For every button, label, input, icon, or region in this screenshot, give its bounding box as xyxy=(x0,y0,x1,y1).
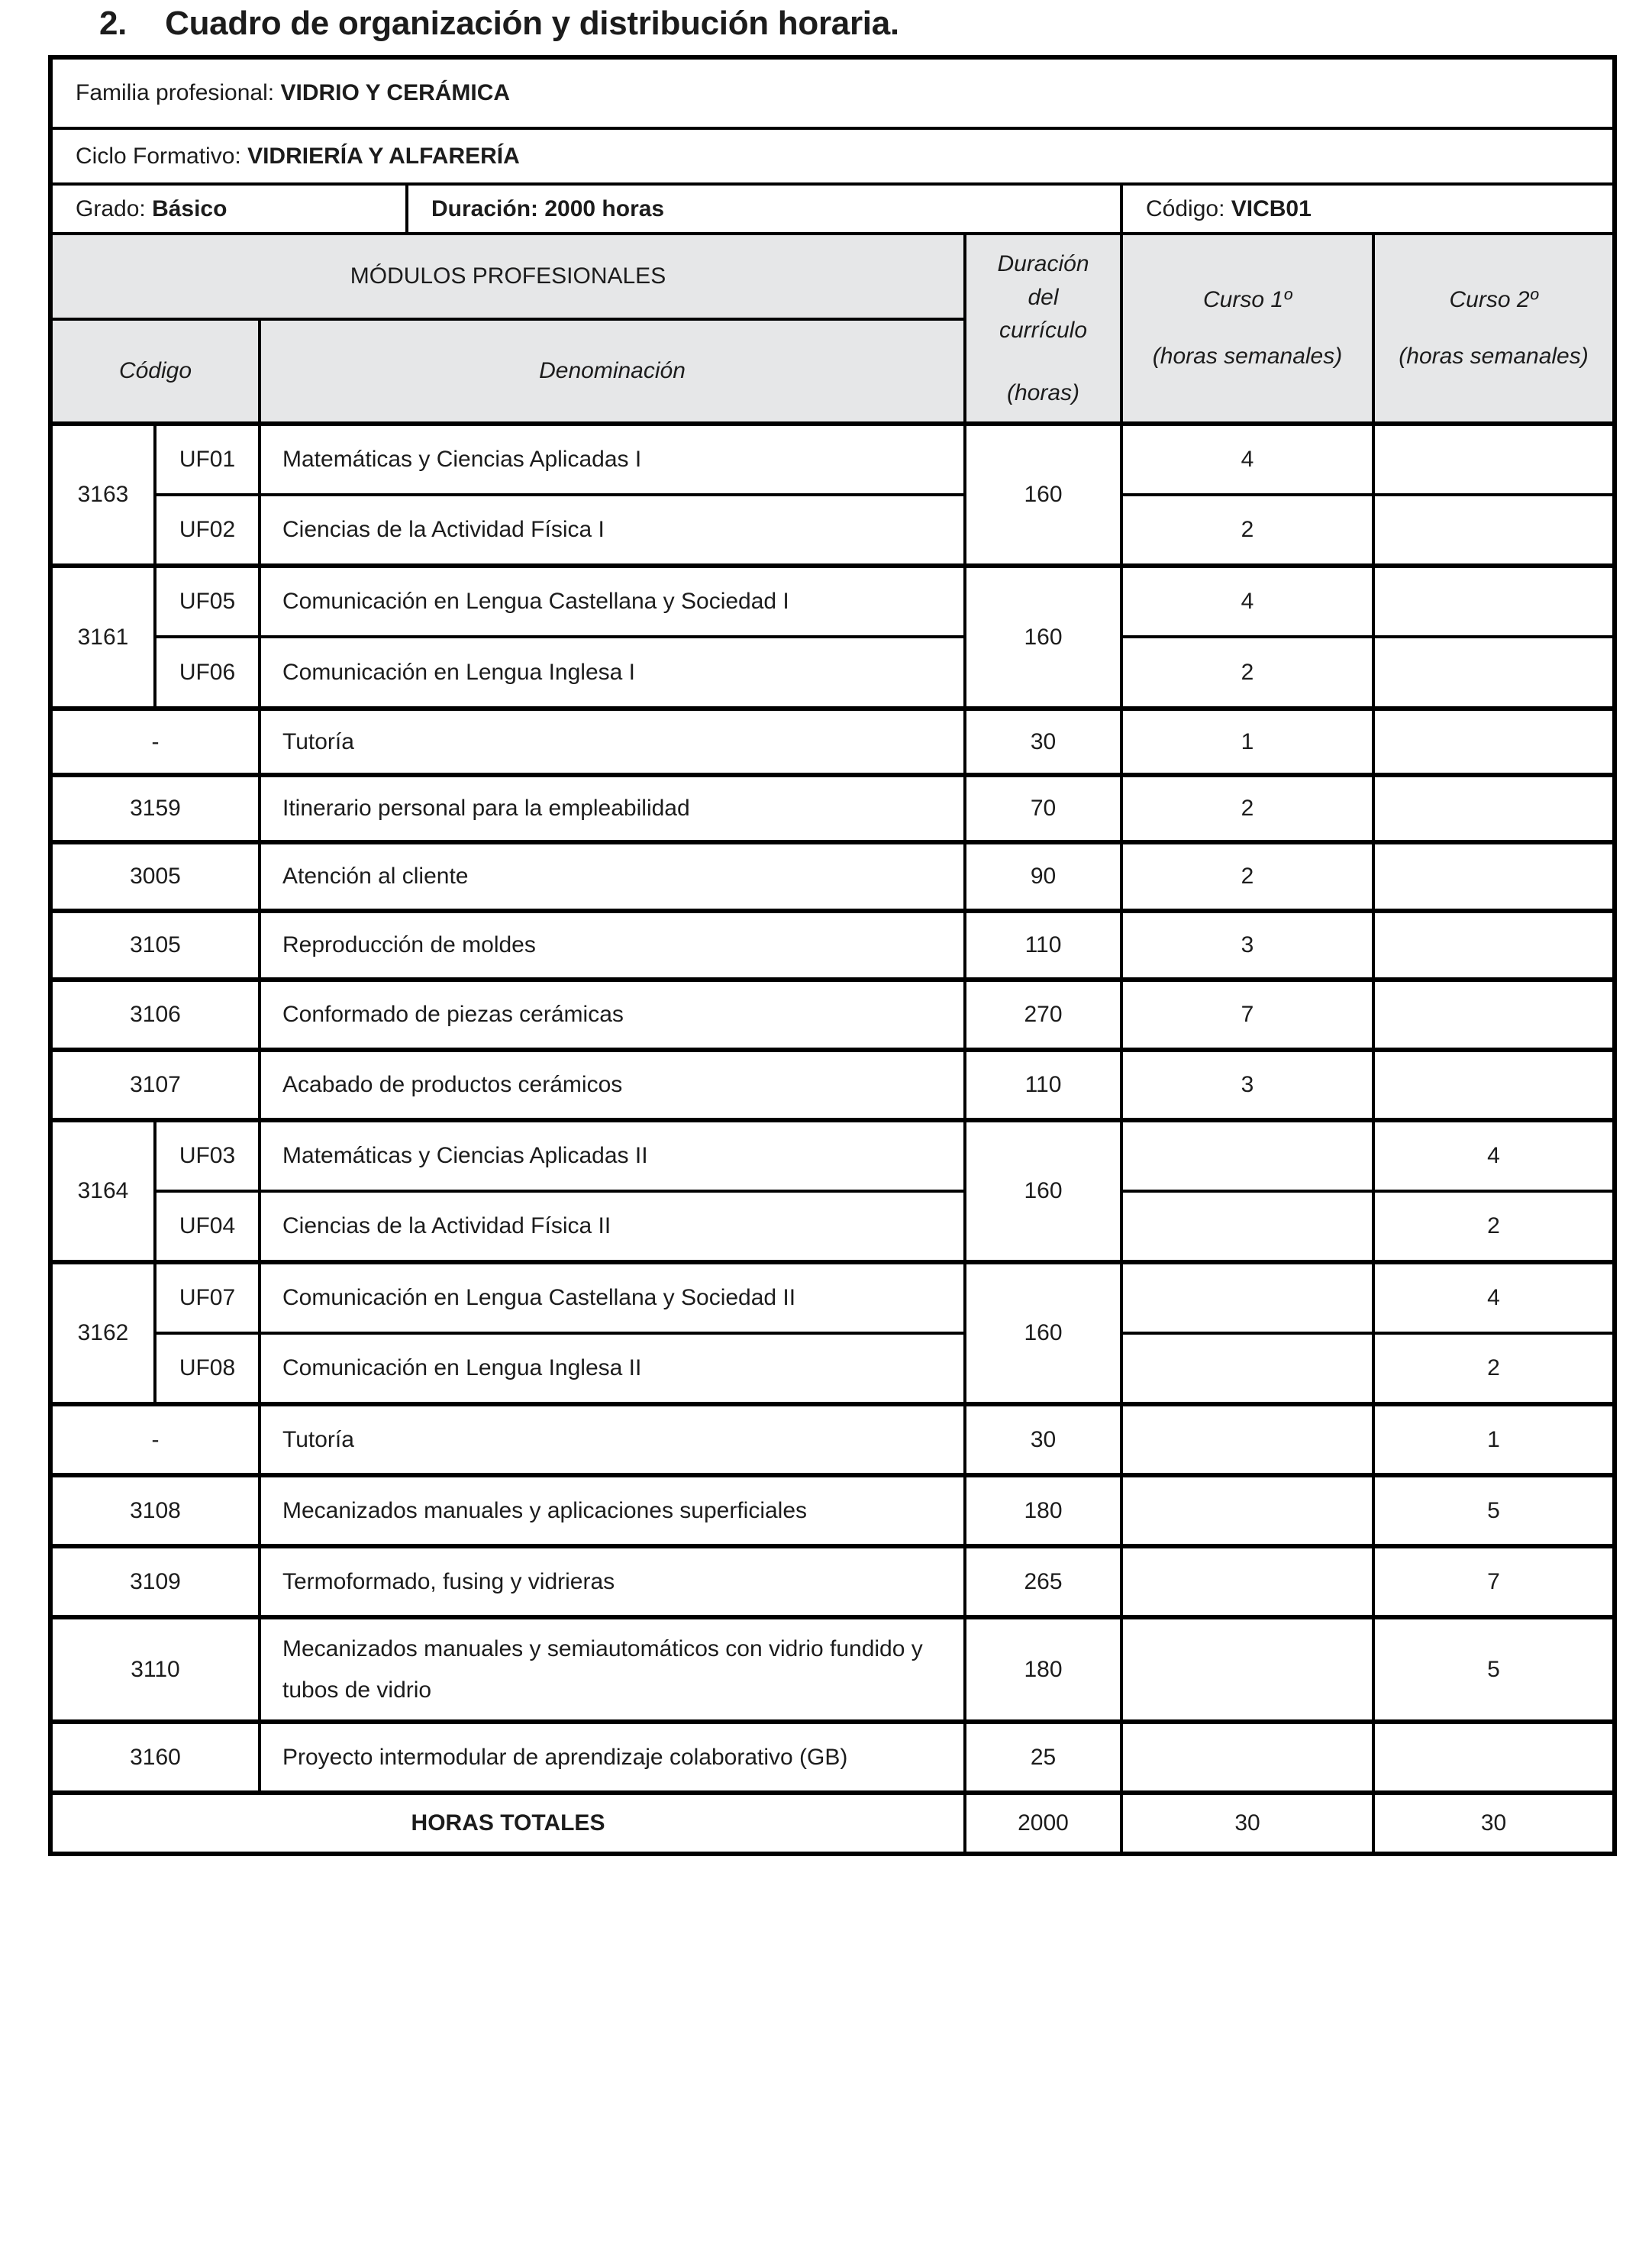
curso1-cell: 4 xyxy=(1121,424,1373,495)
curso2-cell xyxy=(1373,1050,1615,1120)
table-row xyxy=(50,1050,1615,1120)
curso1-cell xyxy=(1121,1333,1373,1404)
curso2-header xyxy=(1373,234,1615,424)
table-row xyxy=(50,1404,1615,1475)
codigo-cell: 3005 xyxy=(50,842,260,911)
duracion-header-unit: (horas) xyxy=(1006,379,1080,405)
denominacion-cell: Mecanizados manuales y semiautomáticos con vidrio fundido y tubos de vidrio xyxy=(260,1617,965,1722)
denominacion-cell: Comunicación en Lengua Castellana y Sociedad II xyxy=(260,1262,965,1333)
curso1-cell: 2 xyxy=(1121,775,1373,842)
curso2-cell xyxy=(1373,709,1615,775)
denominacion-cell: Proyecto intermodular de aprendizaje colaborativo (GB) xyxy=(260,1722,965,1793)
curso2-cell xyxy=(1373,980,1615,1050)
curso1-cell: 2 xyxy=(1121,842,1373,911)
duracion-cell: 25 xyxy=(965,1722,1121,1793)
curso1-cell xyxy=(1121,1262,1373,1333)
duracion-cell: 70 xyxy=(965,775,1121,842)
duracion-header xyxy=(965,234,1121,424)
uf-cell: UF05 xyxy=(155,566,260,637)
codigo-column-header: Código xyxy=(50,319,260,424)
denominacion-cell: Tutoría xyxy=(260,709,965,775)
table-row xyxy=(50,842,1615,911)
uf-cell: UF03 xyxy=(155,1120,260,1191)
codigo-ciclo-label: Código: xyxy=(1146,195,1225,221)
duracion-cell: 270 xyxy=(965,980,1121,1050)
table-row xyxy=(50,1722,1615,1793)
curso1-header-title: Curso 1º xyxy=(1202,287,1292,312)
table-row xyxy=(50,424,1615,495)
codigo-cell: 3162 xyxy=(50,1262,155,1404)
modulos-header: MÓDULOS PROFESIONALES xyxy=(50,234,965,319)
codigo-cell: 3161 xyxy=(50,566,155,709)
denominacion-cell: Reproducción de moldes xyxy=(260,911,965,980)
duracion-header-line: currículo xyxy=(999,318,1088,343)
table-row xyxy=(50,1546,1615,1617)
denominacion-cell: Tutoría xyxy=(260,1404,965,1475)
curso2-cell xyxy=(1373,911,1615,980)
table-row xyxy=(50,1191,1615,1262)
table-row xyxy=(50,1120,1615,1191)
curso2-cell xyxy=(1373,566,1615,637)
codigo-cell: 3105 xyxy=(50,911,260,980)
duracion-cell: 160 xyxy=(965,1262,1121,1404)
denominacion-cell: Matemáticas y Ciencias Aplicadas II xyxy=(260,1120,965,1191)
table-row xyxy=(50,1333,1615,1404)
codigo-cell: 3159 xyxy=(50,775,260,842)
uf-cell: UF08 xyxy=(155,1333,260,1404)
denominacion-cell: Mecanizados manuales y aplicaciones superficiales xyxy=(260,1475,965,1546)
duracion-cell: 90 xyxy=(965,842,1121,911)
duracion-cell: 160 xyxy=(965,424,1121,566)
curso2-cell xyxy=(1373,424,1615,495)
curso2-cell: 4 xyxy=(1373,1120,1615,1191)
curso2-cell: 4 xyxy=(1373,1262,1615,1333)
familia-label: Familia profesional: xyxy=(76,80,275,105)
familia-value: VIDRIO Y CERÁMICA xyxy=(280,80,511,105)
duracion-total-cell: Duración: 2000 horas xyxy=(407,184,1121,234)
denominacion-cell: Matemáticas y Ciencias Aplicadas I xyxy=(260,424,965,495)
duracion-cell: 160 xyxy=(965,566,1121,709)
grado-value: Básico xyxy=(152,195,227,221)
denominacion-cell: Comunicación en Lengua Castellana y Sociedad I xyxy=(260,566,965,637)
curso1-header-sub: (horas semanales) xyxy=(1152,344,1343,369)
curso1-cell xyxy=(1121,1120,1373,1191)
table-row xyxy=(50,1617,1615,1722)
ciclo-cell xyxy=(50,128,1615,184)
codigo-cell: 3106 xyxy=(50,980,260,1050)
curso2-cell xyxy=(1373,775,1615,842)
table-row xyxy=(50,637,1615,709)
totals-duracion-cell: 2000 xyxy=(965,1793,1121,1854)
uf-cell: UF04 xyxy=(155,1191,260,1262)
schedule-table xyxy=(48,55,1617,1856)
curso1-cell xyxy=(1121,1546,1373,1617)
codigo-cell: 3164 xyxy=(50,1120,155,1262)
curso1-cell: 1 xyxy=(1121,709,1373,775)
curso1-cell: 4 xyxy=(1121,566,1373,637)
curso2-cell xyxy=(1373,1722,1615,1793)
grado-label: Grado: xyxy=(76,195,146,221)
table-row xyxy=(50,1262,1615,1333)
uf-cell: UF01 xyxy=(155,424,260,495)
codigo-cell: 3107 xyxy=(50,1050,260,1120)
familia-cell xyxy=(50,57,1615,128)
curso1-cell xyxy=(1121,1404,1373,1475)
table-row xyxy=(50,495,1615,566)
duracion-cell: 160 xyxy=(965,1120,1121,1262)
curso1-cell xyxy=(1121,1475,1373,1546)
curso2-cell xyxy=(1373,842,1615,911)
table-row xyxy=(50,566,1615,637)
curso2-header-sub: (horas semanales) xyxy=(1399,344,1589,369)
curso2-cell: 2 xyxy=(1373,1191,1615,1262)
ciclo-label: Ciclo Formativo: xyxy=(76,143,241,169)
table-row xyxy=(50,775,1615,842)
denominacion-column-header: Denominación xyxy=(260,319,965,424)
table-row xyxy=(50,911,1615,980)
curso2-cell xyxy=(1373,495,1615,566)
page-title xyxy=(99,5,899,43)
curso1-cell: 2 xyxy=(1121,495,1373,566)
curso2-cell xyxy=(1373,637,1615,709)
codigo-ciclo-cell xyxy=(1121,184,1615,234)
curso1-header xyxy=(1121,234,1373,424)
curso1-cell: 2 xyxy=(1121,637,1373,709)
grado-cell xyxy=(50,184,407,234)
duracion-cell: 180 xyxy=(965,1475,1121,1546)
table-row xyxy=(50,57,1615,128)
denominacion-cell: Itinerario personal para la empleabilidad xyxy=(260,775,965,842)
duracion-cell: 30 xyxy=(965,709,1121,775)
totals-curso2-cell: 30 xyxy=(1373,1793,1615,1854)
uf-cell: UF06 xyxy=(155,637,260,709)
page-title-text: Cuadro de organización y distribución horaria. xyxy=(165,5,899,42)
page-title-number: 2. xyxy=(99,5,127,42)
codigo-cell: 3163 xyxy=(50,424,155,566)
denominacion-cell: Comunicación en Lengua Inglesa II xyxy=(260,1333,965,1404)
table-row xyxy=(50,980,1615,1050)
curso2-cell: 5 xyxy=(1373,1475,1615,1546)
duracion-cell: 265 xyxy=(965,1546,1121,1617)
codigo-cell: 3108 xyxy=(50,1475,260,1546)
curso1-cell: 3 xyxy=(1121,1050,1373,1120)
curso2-cell: 5 xyxy=(1373,1617,1615,1722)
duracion-cell: 110 xyxy=(965,1050,1121,1120)
denominacion-cell: Acabado de productos cerámicos xyxy=(260,1050,965,1120)
denominacion-cell: Ciencias de la Actividad Física II xyxy=(260,1191,965,1262)
denominacion-cell: Ciencias de la Actividad Física I xyxy=(260,495,965,566)
codigo-cell: - xyxy=(50,709,260,775)
denominacion-cell: Atención al cliente xyxy=(260,842,965,911)
curso2-header-title: Curso 2º xyxy=(1449,287,1538,312)
duracion-cell: 110 xyxy=(965,911,1121,980)
table-row xyxy=(50,709,1615,775)
duracion-header-line: Duración xyxy=(997,251,1089,276)
denominacion-cell: Conformado de piezas cerámicas xyxy=(260,980,965,1050)
table-row xyxy=(50,1793,1615,1854)
table-row xyxy=(50,234,1615,319)
uf-cell: UF02 xyxy=(155,495,260,566)
curso2-cell: 7 xyxy=(1373,1546,1615,1617)
curso1-cell: 7 xyxy=(1121,980,1373,1050)
curso2-cell: 1 xyxy=(1373,1404,1615,1475)
denominacion-cell: Comunicación en Lengua Inglesa I xyxy=(260,637,965,709)
denominacion-cell: Termoformado, fusing y vidrieras xyxy=(260,1546,965,1617)
codigo-ciclo-value: VICB01 xyxy=(1231,195,1312,221)
ciclo-value: VIDRIERÍA Y ALFARERÍA xyxy=(247,143,520,169)
curso1-cell xyxy=(1121,1722,1373,1793)
table-row xyxy=(50,184,1615,234)
curso1-cell xyxy=(1121,1191,1373,1262)
totals-curso1-cell: 30 xyxy=(1121,1793,1373,1854)
codigo-cell: 3110 xyxy=(50,1617,260,1722)
codigo-cell: - xyxy=(50,1404,260,1475)
curso1-cell: 3 xyxy=(1121,911,1373,980)
duracion-cell: 180 xyxy=(965,1617,1121,1722)
table-row xyxy=(50,1475,1615,1546)
uf-cell: UF07 xyxy=(155,1262,260,1333)
curso2-cell: 2 xyxy=(1373,1333,1615,1404)
duracion-cell: 30 xyxy=(965,1404,1121,1475)
codigo-cell: 3109 xyxy=(50,1546,260,1617)
totals-label-cell: HORAS TOTALES xyxy=(50,1793,965,1854)
table-row xyxy=(50,128,1615,184)
curso1-cell xyxy=(1121,1617,1373,1722)
duracion-header-line: del xyxy=(1028,284,1059,310)
codigo-cell: 3160 xyxy=(50,1722,260,1793)
